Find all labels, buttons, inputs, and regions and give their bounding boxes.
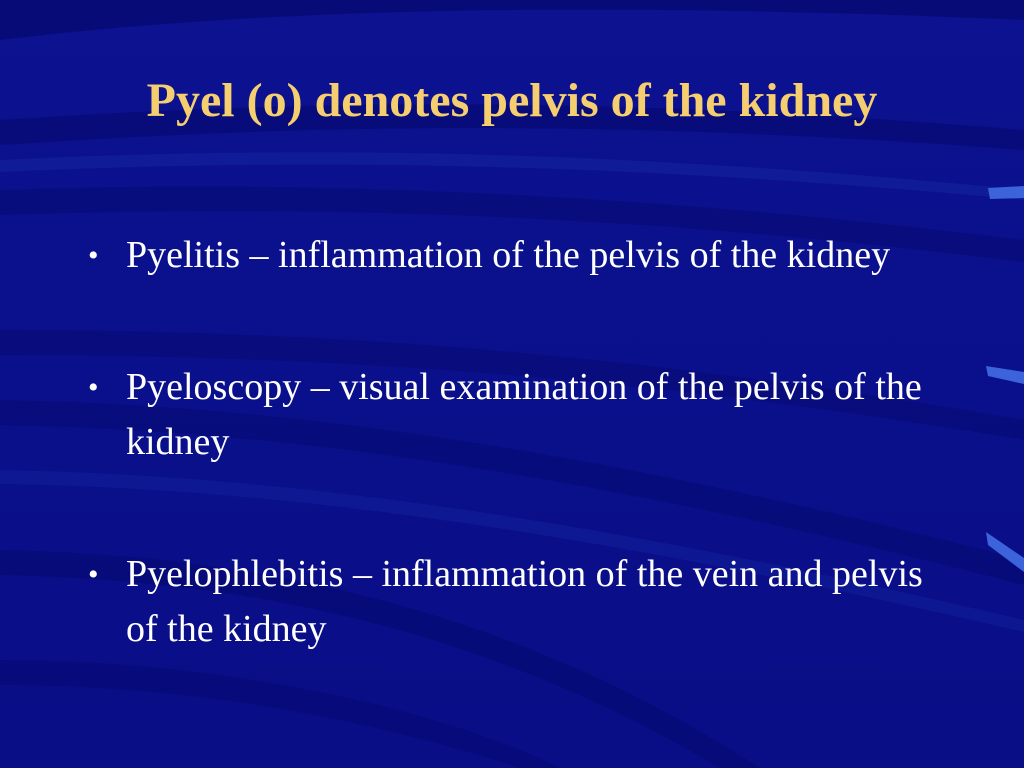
bullet-icon: • xyxy=(88,239,99,272)
bullet-icon: • xyxy=(88,558,99,591)
bullet-text: Pyeloscopy – visual examination of the pelvis of the kidney xyxy=(126,366,922,463)
bullet-item-pyeloscopy xyxy=(84,360,944,470)
slide-title: Pyel (o) denotes pelvis of the kidney xyxy=(146,74,878,127)
bullet-text: Pyelitis – inflammation of the pelvis of the kidney xyxy=(126,234,891,276)
bullet-icon: • xyxy=(88,371,99,404)
bullet-text: Pyelophlebitis – inflammation of the vein and pelvis of the kidney xyxy=(126,553,923,650)
accent-tab-1 xyxy=(988,186,1024,199)
bullet-item-pyelophlebitis xyxy=(84,547,944,657)
bullet-list xyxy=(84,228,944,657)
bullet-item-pyelitis xyxy=(84,228,944,283)
